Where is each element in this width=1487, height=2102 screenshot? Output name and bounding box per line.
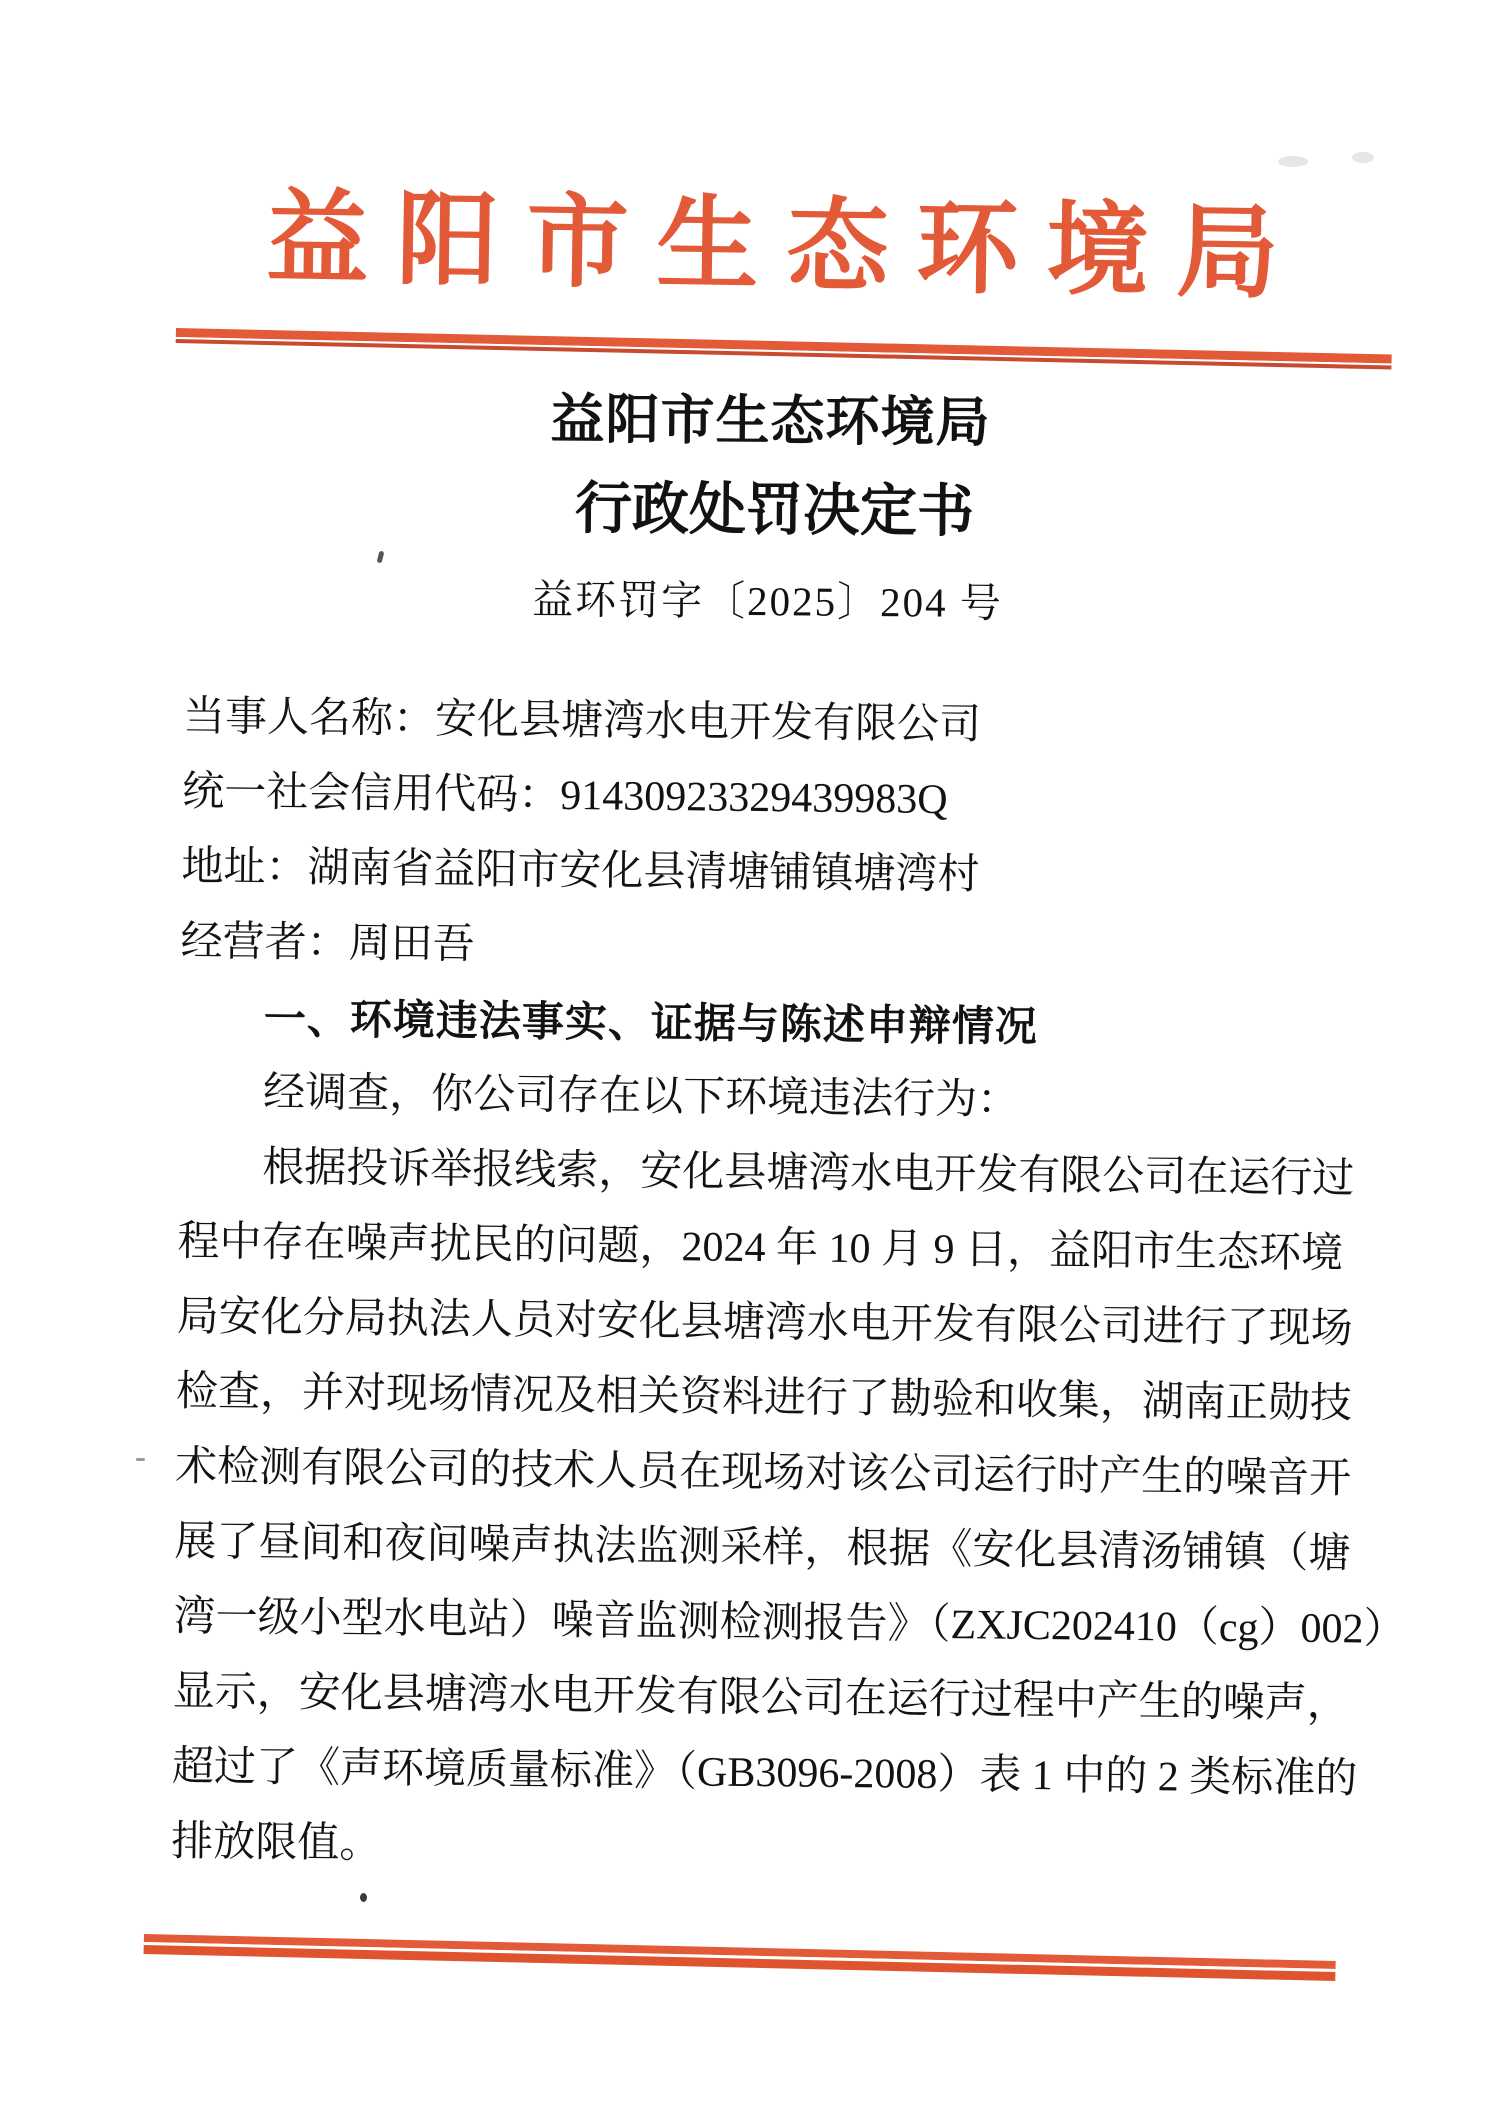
ink-speck [136, 1458, 145, 1461]
credit-code-line: 统一社会信用代码：91430923329439983Q [182, 768, 948, 824]
operator-line: 经营者：周田吾 [180, 918, 475, 969]
body-line: 程中存在噪声扰民的问题，2024 年 10 月 9 日，益阳市生态环境 [177, 1218, 1344, 1278]
document-title: 益阳市生态环境局 [550, 389, 991, 453]
scan-smudge [1352, 152, 1374, 163]
letterhead-agency-title: 益阳市生态环境局 [265, 182, 1308, 312]
body-line: 排放限值。 [171, 1818, 382, 1868]
footer-divider-rule [144, 1934, 1336, 1981]
ink-speck [377, 551, 385, 564]
document-number: 益环罚字〔2025〕204 号 [531, 576, 1004, 627]
body-line: 经调查，你公司存在以下环境违法行为： [262, 1069, 1020, 1124]
body-line: 展了昼间和夜间噪声执法监测采样，根据《安化县清汤铺镇（塘 [174, 1518, 1351, 1578]
ink-speck [360, 1893, 367, 1902]
document-subtitle: 行政处罚决定书 [574, 477, 975, 544]
body-line: 显示，安化县塘湾水电开发有限公司在运行过程中产生的噪声， [172, 1668, 1350, 1728]
body-line: 超过了《声环境质量标准》（GB3096-2008）表 1 中的 2 类标准的 [171, 1743, 1358, 1803]
address-line: 地址：湖南省益阳市安化县清塘铺镇塘湾村 [181, 843, 980, 899]
letterhead-divider-rule [176, 328, 1392, 370]
body-line: 湾一级小型水电站）噪音监测检测报告》（ZXJC202410（cg）002） [173, 1593, 1406, 1653]
body-line: 根据投诉举报线索，安化县塘湾水电开发有限公司在运行过 [262, 1144, 1355, 1203]
party-name-line: 当事人名称：安化县塘湾水电开发有限公司 [182, 694, 982, 749]
body-line: 术检测有限公司的技术人员在现场对该公司运行时产生的噪音开 [174, 1443, 1352, 1503]
body-line: 检查，并对现场情况及相关资料进行了勘验和收集，湖南正勋技 [175, 1368, 1353, 1428]
scan-smudge [1278, 156, 1308, 167]
document-body [171, 680, 1406, 1893]
section-1-heading: 一、环境违法事实、证据与陈述申辩情况 [263, 994, 1039, 1050]
body-line: 局安化分局执法人员对安化县塘湾水电开发有限公司进行了现场 [176, 1293, 1353, 1353]
